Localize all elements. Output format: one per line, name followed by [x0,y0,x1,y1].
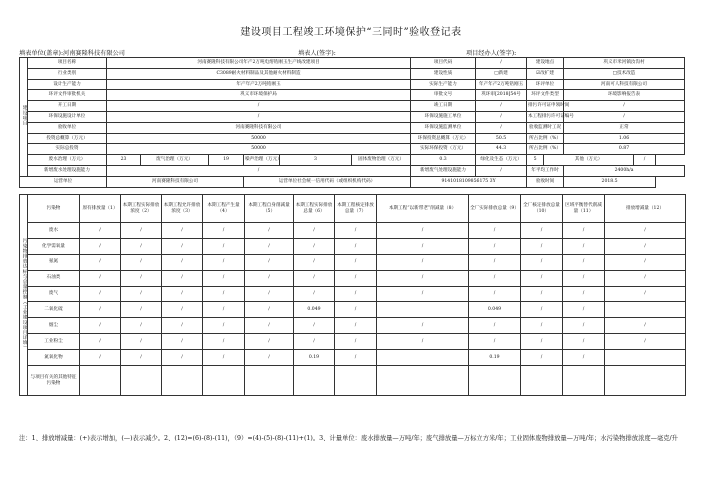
table-row [20,79,685,90]
table-cell: / [335,270,377,286]
column-header: 排放增减量（12） [605,195,686,223]
table-cell: / [80,302,121,318]
table-cell: 巩义市米河镇汝沟村 [564,58,685,69]
table-cell: 河南赛隆科技有限公司 [107,176,244,187]
table-cell: / [605,286,686,302]
table-cell: / [294,270,335,286]
table-cell: / [476,111,527,122]
table-cell: / [335,334,377,350]
table-cell: / [107,165,411,176]
table-cell: / [377,254,469,270]
table-cell: 0.19 [469,350,521,366]
table-cell [605,366,686,396]
table-cell: 环评文件审批机关 [28,90,107,101]
table-cell: / [245,270,294,286]
table-cell: / [476,165,527,176]
table-cell: 验收单位 [28,122,107,133]
table-cell: / [469,238,521,254]
table-cell: / [521,302,563,318]
table-cell: 19 [209,155,244,166]
table-cell: 废气治理（万元） [141,155,209,166]
table-cell: / [335,238,377,254]
table-cell: / [605,238,686,254]
table-row [20,270,686,286]
table-cell: / [476,58,527,69]
table-cell: 绿化及生态（万元） [476,155,527,166]
table-cell: / [203,270,245,286]
pollutant-name: 与项目有关的其他特征污染物 [28,366,80,396]
table-cell: / [335,286,377,302]
table-cell: / [377,238,469,254]
table-cell: / [294,254,335,270]
table-cell: C3089耐火材料制品及其他耐火材料制造 [107,68,411,79]
table-row [20,133,685,144]
table-cell: 9141018109856175 3Y [411,176,527,187]
table-cell: 0.87 [564,144,685,155]
table-cell: 环保设施设计单位 [28,111,107,122]
table-cell: / [469,334,521,350]
table-cell: / [80,286,121,302]
table-cell: / [469,286,521,302]
table-cell: / [563,334,605,350]
column-header: 本期工程实际排放总量（6） [294,195,335,223]
table-cell: / [605,270,686,286]
table-cell: / [563,350,605,366]
table-cell: 本工程排污许可证编号 [527,111,564,122]
table-row [20,111,685,122]
table-cell: □新建 [476,68,527,79]
manager-signature-label: 项目经办人(签字): [466,50,517,57]
table-cell: / [605,318,686,334]
table-cell: / [564,101,685,112]
table-cell: / [121,302,162,318]
table-cell: / [294,334,335,350]
table-cell: / [605,334,686,350]
table-cell: 其他（万元） [544,155,634,166]
pollutant-table [19,194,686,396]
table-cell [121,366,162,396]
table-cell: / [121,238,162,254]
table-cell: / [80,318,121,334]
table-cell: 河南可人科技有限公司 [564,79,685,90]
table-cell [563,366,605,396]
table-cell: / [162,223,203,239]
table-cell: / [162,286,203,302]
table-cell: / [564,111,685,122]
table-cell: 环保设施施工单位 [411,111,476,122]
table-cell: / [294,286,335,302]
table-cell: 开工日期 [28,101,107,112]
table-row [20,90,685,101]
table-cell: / [121,223,162,239]
table-cell: / [245,223,294,239]
column-header: 全厂核定排放总量（10） [521,195,563,223]
pollutant-name: 石油类 [28,270,80,286]
table-cell: 实际总投资 [28,144,107,155]
table-cell: / [162,302,203,318]
table-cell: / [335,350,377,366]
table-row [20,254,686,270]
page-title: 建设项目工程竣工环境保护“三同时”验收登记表 [240,27,462,38]
table-cell: 所占比例（%） [527,133,564,144]
table-cell: / [162,270,203,286]
table-cell [335,366,377,396]
table-cell: / [245,254,294,270]
table-cell: / [121,270,162,286]
table-cell: 环评单位 [527,79,564,90]
table-cell: 0.049 [294,302,335,318]
table-cell [469,366,521,396]
table-cell: / [563,223,605,239]
table-cell: 3 [280,155,352,166]
table-cell: / [245,238,294,254]
table-cell: / [476,101,527,112]
table-cell: / [80,223,121,239]
table-cell: / [203,254,245,270]
table-cell: / [605,223,686,239]
column-header: 本期工程允许排放浓度（3） [162,195,203,223]
table-cell: / [162,254,203,270]
table-cell: / [521,318,563,334]
table-cell: □技术改造 [564,68,685,79]
table-cell: 审批文号 [411,90,476,101]
pollutant-name: 氨氮 [28,254,80,270]
table-cell: / [80,254,121,270]
table-cell: / [563,270,605,286]
table-cell: / [162,334,203,350]
pollutant-name: 废气 [28,286,80,302]
table-cell: / [121,254,162,270]
table-cell [203,366,245,396]
pollutant-name: 废水 [28,223,80,239]
table-cell: 项目名称 [28,58,107,69]
column-header: 本期工程核定排放总量（7） [335,195,377,223]
table-cell: 1.06 [564,133,685,144]
table-cell: 排污许可证申领时间 [527,101,564,112]
table-cell: 2400h/a [564,165,685,176]
table-cell: 验收时间 [527,176,564,187]
table-cell: 竣工日期 [411,101,476,112]
table-cell [521,366,563,396]
pollutant-name: 化学需氧量 [28,238,80,254]
table-cell [294,366,335,396]
table-row [20,318,686,334]
column-header: 原有排放量（1） [80,195,121,223]
table-cell: 0.3 [411,155,476,166]
table-cell: 50.5 [476,133,527,144]
table-cell [162,366,203,396]
table-cell: 年产年产2万吨锆刚玉 [107,79,411,90]
table-cell: 环境影响报告表 [564,90,685,101]
table-cell: 噪声治理（万元） [244,155,280,166]
table-cell: / [245,334,294,350]
filler-signature-label: 填表人(签字): [298,50,336,57]
table-cell: / [335,254,377,270]
table-row [20,58,685,69]
table-cell [245,366,294,396]
table-cell: / [563,318,605,334]
table-cell: / [203,318,245,334]
table-header-row [20,195,686,223]
table-cell: / [521,238,563,254]
table-cell: 河南赛隆科技有限公司年产2万吨电熔锆刚玉生产线改建项目 [107,58,411,69]
table-cell: 环保投资总概算（万元） [411,133,476,144]
fill-unit-label: 填表单位(盖章):河南赛隆科技有限公司 [19,50,125,57]
table-cell: / [203,334,245,350]
table-cell: 项目代码 [411,58,476,69]
table-cell: / [80,334,121,350]
table-row [20,165,685,176]
table-cell: 设计生产能力 [28,79,107,90]
table-cell: 5 [527,155,544,166]
table-cell: 新增废气处理设施能力 [411,165,476,176]
table-cell: / [377,270,469,286]
table-row [20,223,686,239]
table-cell: / [203,350,245,366]
table-cell: / [121,350,162,366]
column-header: 本期工程产生量（4） [203,195,245,223]
table-cell: / [335,302,377,318]
table-cell: / [521,254,563,270]
table-cell: / [80,350,121,366]
table-cell: / [162,350,203,366]
table-cell: / [377,318,469,334]
table-row [20,176,685,187]
table-cell: / [294,223,335,239]
table-cell: / [634,155,656,166]
table-cell: / [469,270,521,286]
table-cell: / [121,318,162,334]
table-cell: 行业类别 [28,68,107,79]
table-cell: / [377,223,469,239]
table-cell: / [203,286,245,302]
table-cell: 废水治理（万元） [28,155,107,166]
table-cell: / [335,318,377,334]
table-cell: / [605,254,686,270]
table-cell: / [563,302,605,318]
table-cell: / [80,238,121,254]
pollutant-name: 烟尘 [28,318,80,334]
table-cell: / [469,223,521,239]
table-cell: 正常 [564,122,685,133]
column-header: 区域平衡替代削减量（11） [563,195,605,223]
table-row [20,334,686,350]
table-cell: 环评文件类型 [527,90,564,101]
table-cell [80,366,121,396]
table-cell: / [107,111,411,122]
table-cell: 实际生产能力 [411,79,476,90]
column-header: 本期工程自身削减量（5） [245,195,294,223]
table-cell: / [203,238,245,254]
table-row [20,286,686,302]
table-cell: / [107,101,411,112]
table-cell: / [563,254,605,270]
pollutant-name: 二氧化硫 [28,302,80,318]
table-cell [377,350,469,366]
table-cell: / [521,334,563,350]
table-cell: 2018.5 [564,176,656,187]
table-cell: 建设性质 [411,68,476,79]
table-cell: / [245,350,294,366]
table-cell: 环保设施监测单位 [411,122,476,133]
table-cell: / [121,286,162,302]
section-label: 污染物排放达标与总量控制（工业建设项目详填） [20,195,28,396]
table-cell: 实际环保投资（万元） [411,144,476,155]
table-cell: 投资总概算（万元） [28,133,107,144]
table-cell: 50000 [107,144,411,155]
table-cell [377,366,469,396]
table-cell: / [294,238,335,254]
table-cell: / [203,223,245,239]
table-row [20,68,685,79]
table-row [20,144,685,155]
table-cell: 验收监测时工况 [527,122,564,133]
table-row [20,155,685,166]
project-info-table [19,57,685,188]
table-cell: / [245,302,294,318]
table-cell [605,302,686,318]
table-cell [377,302,469,318]
table-cell: 年产年产2万吨锆刚玉 [476,79,527,90]
table-cell: 固体废物治理（万元） [352,155,411,166]
table-row [20,238,686,254]
table-cell: 0.049 [469,302,521,318]
table-cell: / [563,238,605,254]
table-cell: 河南赛隆科技有限公司 [107,122,411,133]
column-header: 全厂实际排放总量（9） [469,195,521,223]
footnote: 注：1、排放增减量：(+)表示增加，(—)表示减少。2、(12)=(6)-(8)-(11)，（9）=(4)-(5)-(8)-(11)+(1)。3、计量单位：废水排放量—万吨/年；废气排放量—万标立方米/年；工业固体废物排放量—万吨/年；水污染物排放浓度—毫克/升 [19,435,678,442]
table-cell: 巩环审[2018]54号 [476,90,527,101]
table-row [20,366,686,396]
table-cell: 23 [107,155,141,166]
table-cell: / [294,318,335,334]
table-cell: / [521,286,563,302]
table-cell: / [162,318,203,334]
table-cell: / [80,270,121,286]
pollutant-name: 氮氧化物 [28,350,80,366]
table-cell: / [521,223,563,239]
table-cell: 年平均工作时 [527,165,564,176]
table-cell: / [377,286,469,302]
table-cell: / [521,350,563,366]
column-header: 污染物 [28,195,80,223]
table-cell: / [469,254,521,270]
table-cell: / [377,334,469,350]
table-row [20,122,685,133]
table-cell: / [121,334,162,350]
table-row [20,101,685,112]
table-cell: 新增废水处理设施能力 [28,165,107,176]
table-cell: 巩义市环境保护局 [107,90,411,101]
table-cell: / [245,286,294,302]
table-cell: / [245,318,294,334]
table-row [20,350,686,366]
table-cell: / [203,302,245,318]
pollutant-name: 工业粉尘 [28,334,80,350]
table-cell: 50000 [107,133,411,144]
table-cell [605,350,686,366]
table-row [20,302,686,318]
table-cell: 运营单位社会统一信用代码（或组织机构代码） [244,176,411,187]
table-cell: 44.3 [476,144,527,155]
table-cell: 建设地点 [527,58,564,69]
table-cell: / [335,223,377,239]
column-header: 本期工程“以新带老”削减量（8） [377,195,469,223]
table-cell: / [563,286,605,302]
table-cell: / [469,318,521,334]
table-cell: ☑改扩建 [527,68,564,79]
table-cell: / [162,238,203,254]
table-cell: 运营单位 [20,176,107,187]
column-header: 本期工程实际排放浓度（2） [121,195,162,223]
table-cell: 所占比例（%） [527,144,564,155]
table-cell: / [476,122,527,133]
table-cell: / [521,270,563,286]
section-label: 建设项目 [20,58,28,177]
table-cell: 0.19 [294,350,335,366]
